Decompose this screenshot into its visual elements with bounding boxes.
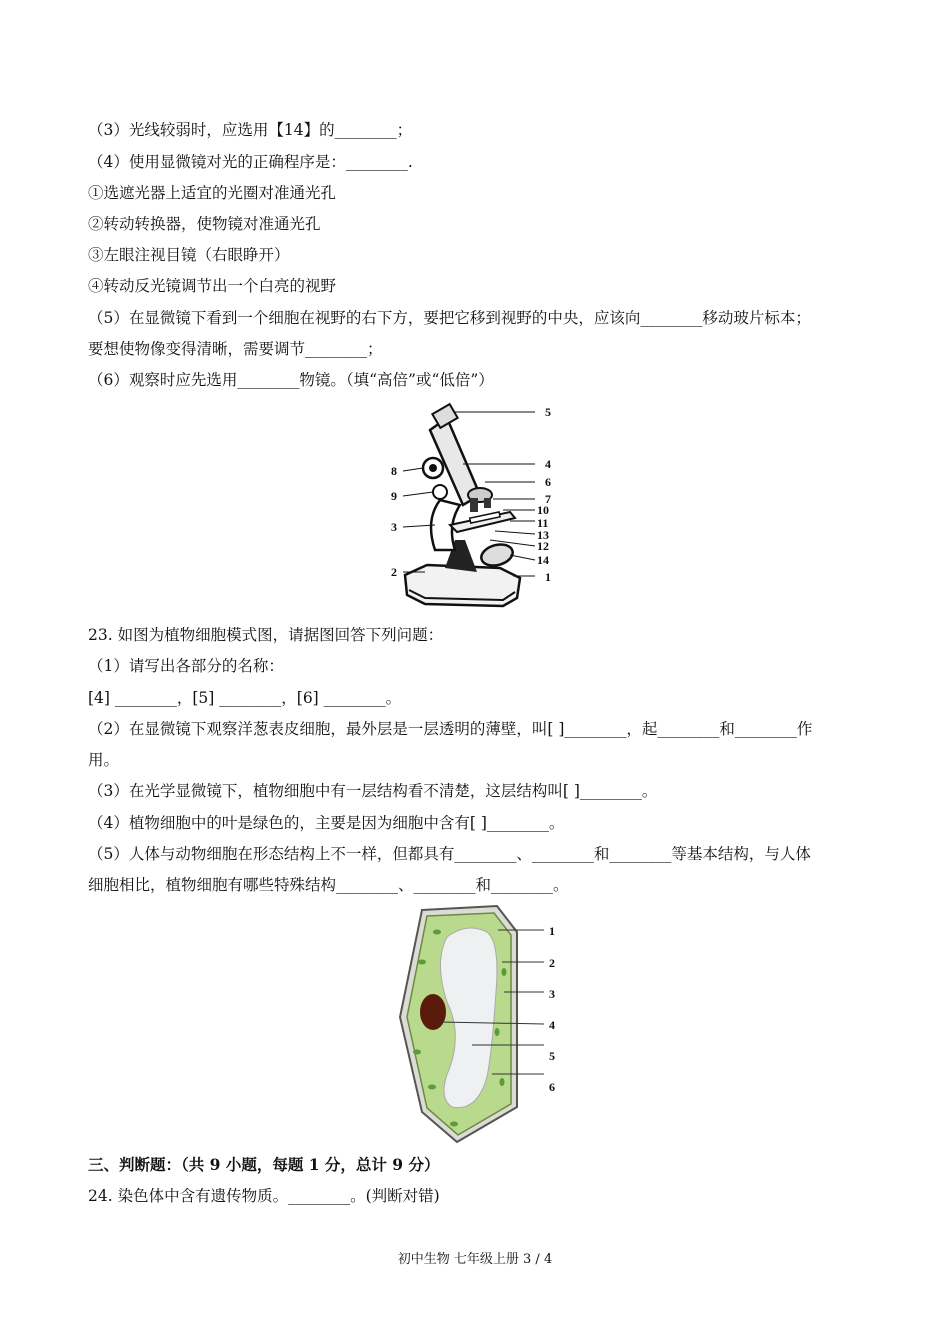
label-1: 1 bbox=[545, 570, 551, 584]
q23-5b: 细胞相比，植物细胞有哪些特殊结构________、________和________。 bbox=[88, 876, 569, 894]
label-4: 4 bbox=[545, 457, 551, 471]
page-footer: 初中生物 七年级上册 3 / 4 bbox=[397, 1252, 553, 1267]
q24: 24. 染色体中含有遗传物质。________。(判断对错) bbox=[88, 1187, 440, 1205]
q22-step-4: ④转动反光镜调节出一个白亮的视野 bbox=[88, 277, 337, 295]
plant-cell-figure bbox=[392, 902, 572, 1147]
cell-label-2: 2 bbox=[549, 956, 555, 970]
q23-4: （4）植物细胞中的叶是绿色的，主要是因为细胞中含有[ ]________。 bbox=[88, 814, 565, 832]
q22-line-3: （3）光线较弱时，应选用【14】的________； bbox=[88, 121, 413, 139]
label-9: 9 bbox=[391, 489, 397, 503]
q22-line-4: （4）使用显微镜对光的正确程序是：________. bbox=[88, 153, 413, 171]
label-2: 2 bbox=[391, 565, 397, 579]
section-3-heading: 三、判断题：（共 9 小题，每题 1 分，总计 9 分） bbox=[88, 1155, 440, 1174]
label-14: 14 bbox=[537, 553, 549, 567]
cell-label-4: 4 bbox=[549, 1018, 555, 1032]
label-11: 11 bbox=[537, 516, 549, 530]
q23-title: 23. 如图为植物细胞模式图，请据图回答下列问题： bbox=[88, 626, 444, 644]
q23-5a: （5）人体与动物细胞在形态结构上不一样，但都具有________、________和________等基本结构，与人体 bbox=[88, 845, 811, 863]
cell-label-3: 3 bbox=[549, 987, 555, 1001]
label-6: 6 bbox=[545, 475, 551, 489]
q22-line-6: （6）观察时应先选用________物镜。（填“高倍”或“低倍”） bbox=[88, 371, 494, 389]
q22-step-3: ③左眼注视目镜（右眼睁开） bbox=[88, 246, 290, 264]
q22-line-5b: 要想使物像变得清晰，需要调节________； bbox=[88, 340, 383, 358]
q23-1: （1）请写出各部分的名称： bbox=[88, 657, 284, 675]
q23-2b: 用。 bbox=[88, 751, 120, 769]
label-8: 8 bbox=[391, 464, 397, 478]
label-13: 13 bbox=[537, 528, 549, 542]
q23-3: （3）在光学显微镜下，植物细胞中有一层结构看不清楚，这层结构叫[ ]________。 bbox=[88, 782, 658, 800]
cell-label-1: 1 bbox=[549, 924, 555, 938]
label-5: 5 bbox=[545, 405, 551, 419]
cell-label-6: 6 bbox=[549, 1080, 555, 1094]
q22-line-5a: （5）在显微镜下看到一个细胞在视野的右下方，要把它移到视野的中央，应该向________移动玻片标本； bbox=[88, 309, 811, 327]
label-10: 10 bbox=[537, 503, 549, 517]
q22-step-1: ①选遮光器上适宜的光圈对准通光孔 bbox=[88, 184, 337, 202]
q23-1-blanks: [4] ________，[5] ________，[6] ________。 bbox=[88, 689, 402, 707]
q22-step-2: ②转动转换器，使物镜对准通光孔 bbox=[88, 215, 321, 233]
q23-2a: （2）在显微镜下观察洋葱表皮细胞，最外层是一层透明的薄壁，叫[ ]________，起________和________作 bbox=[88, 720, 813, 738]
cell-label-5: 5 bbox=[549, 1049, 555, 1063]
label-3: 3 bbox=[391, 520, 397, 534]
label-7: 7 bbox=[545, 492, 551, 506]
label-12: 12 bbox=[537, 539, 549, 553]
microscope-figure bbox=[385, 400, 570, 615]
